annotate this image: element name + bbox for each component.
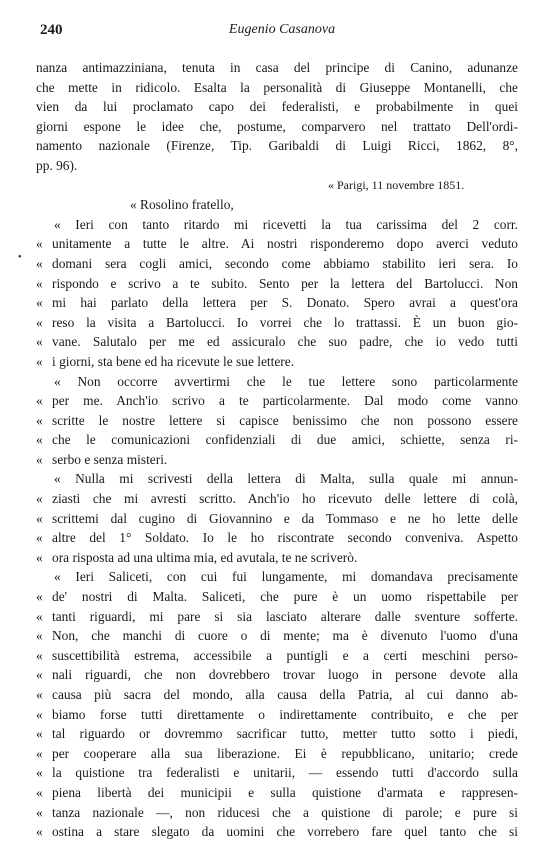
quote-mark: « bbox=[36, 412, 43, 428]
text-line: « che le comunicazioni confidenziali di due amici, schiette, senza ri- bbox=[36, 430, 518, 450]
text-line: « per me. Anch'io scrivo a te particolarmente. Dal modo come vanno bbox=[36, 391, 518, 411]
text-line: vien da lui proclamato capo dei federalisti, e probabilmente in quei bbox=[36, 99, 518, 115]
text-line: che mette in ridicolo. Esalta la personalità di Giuseppe Montanelli, che bbox=[36, 79, 518, 95]
text-line: « domani sera cogli amici, secondo come abbiamo stabilito ieri sera. Io bbox=[36, 254, 518, 274]
quote-mark: « bbox=[36, 687, 43, 702]
page-header bbox=[40, 22, 524, 42]
letter-dateline: « Parigi, 11 novembre 1851. bbox=[328, 177, 465, 192]
text-line: nanza antimazziniana, tenuta in casa del principe di Canino, adunanze bbox=[36, 60, 518, 75]
text-line: « scrittemi dal cugino di Giovannino e da Tommaso e ne ho lette delle bbox=[36, 509, 518, 529]
quote-mark: « bbox=[36, 353, 43, 369]
quote-mark: « bbox=[36, 510, 43, 526]
text-line: « biamo forse tutti direttamente o indirettamente contribuito, e che per bbox=[36, 705, 518, 725]
quote-mark: « bbox=[36, 393, 43, 409]
text-line: « de' nostri di Malta. Saliceti, che pure è un uomo rispettabile per bbox=[36, 587, 518, 607]
quote-mark: « bbox=[36, 745, 43, 761]
margin-dot-mark: • bbox=[18, 252, 22, 263]
quote-mark: « bbox=[36, 765, 43, 781]
text-line: « unitamente a tutte le altre. Ai nostri risponderemo dopo averci veduto bbox=[36, 234, 518, 254]
quote-mark: « bbox=[36, 295, 43, 311]
quote-mark: « bbox=[36, 275, 43, 291]
page-number: 240 bbox=[40, 22, 63, 38]
text-line: « vane. Salutalo per me ed assicuralo che suo padre, che io vedo tutti bbox=[36, 332, 518, 352]
quote-mark: « bbox=[36, 804, 43, 820]
text-line: « ora risposta ad una ultima mia, ed avutala, te ne scriverò. bbox=[36, 548, 518, 568]
quote-mark: « bbox=[36, 608, 43, 624]
text-line: « Non occorre avvertirmi che le tue lettere sono particolarmente bbox=[54, 373, 518, 389]
text-line: pp. 96). bbox=[36, 157, 78, 173]
letter-salutation: « Rosolino fratello, bbox=[130, 197, 234, 213]
text-line: « ziasti che mi avresti scritto. Anch'io ho ricevuto delle lettere di colà, bbox=[36, 489, 518, 509]
text-line: « la quistione tra federalisti e unitarii, — essendo tutti d'accordo sulla bbox=[36, 763, 518, 783]
text-line: « nali riguardi, che non dovrebbero trovar luogo in persone devote alla bbox=[36, 665, 518, 685]
text-line: « suscettibilità estrema, accessibile a puntigli e a certi meschini perso- bbox=[36, 646, 518, 666]
text-line: « tanza nazionale —, non riducesi che a quistione di parole; e pure si bbox=[36, 803, 518, 823]
quote-mark: « bbox=[36, 824, 43, 840]
text-line: « serbo e senza misteri. bbox=[36, 450, 518, 470]
text-line: « per cooperare alla sua liberazione. Ei è repubblicano, unitario; crede bbox=[36, 744, 518, 764]
quote-mark: « bbox=[36, 314, 43, 330]
text-line: « scritte le nostre lettere si capisce benissimo che non possono essere bbox=[36, 411, 518, 431]
quote-mark: « bbox=[36, 530, 43, 546]
text-line: « mi hai parlato della lettera per S. Donato. Spero avrai a quest'ora bbox=[36, 293, 518, 313]
text-line: « altre del 1° Soldato. Io le ho riscontrate secondo conveniva. Aspetto bbox=[36, 528, 518, 548]
quote-mark: « bbox=[36, 432, 43, 448]
text-line: « piena libertà dei municipii e sulla quistione d'armata e rappresen- bbox=[36, 783, 518, 803]
quote-mark: « bbox=[36, 589, 43, 605]
quote-mark: « bbox=[36, 726, 43, 742]
quote-mark: « bbox=[36, 236, 43, 252]
quote-mark: « bbox=[36, 667, 43, 683]
text-line: « Ieri Saliceti, con cui fui lungamente, mi domandava precisamente bbox=[54, 569, 518, 585]
text-line: « Nulla mi scrivesti della lettera di Malta, sulla quale mi annun- bbox=[54, 471, 518, 487]
text-line: « ostina a stare slegato da uomini che vorrebero fare quel tanto che si bbox=[36, 822, 518, 842]
quote-mark: « bbox=[36, 628, 43, 644]
text-line: « tal riguardo or dovremmo sacrificar tutto, metter tutto sotto i piedi, bbox=[36, 724, 518, 744]
body-text bbox=[36, 58, 518, 842]
text-line: « Non, che manchi di cuore o di mente; ma è divenuto l'uomo d'una bbox=[36, 626, 518, 646]
quote-mark: « bbox=[36, 706, 43, 722]
text-line: namento nazionale (Firenze, Tip. Garibaldi di Luigi Ricci, 1862, 8°, bbox=[36, 138, 518, 154]
quote-mark: « bbox=[36, 491, 43, 507]
text-line: « i giorni, sta bene ed ha ricevute le sue lettere. bbox=[36, 352, 518, 372]
running-head: Eugenio Casanova bbox=[228, 22, 336, 37]
text-line: « reso la visita a Bartolucci. Io vorrei che lo trattassi. È un buon gio- bbox=[36, 313, 518, 333]
text-line: giorni espone le idee che, postume, comparvero nel trattato Dell'ordi- bbox=[36, 118, 518, 134]
quote-mark: « bbox=[36, 255, 43, 271]
text-line: « tanti riguardi, mi pare si sia lasciato alterare dalle sventure sofferte. bbox=[36, 607, 518, 627]
quote-mark: « bbox=[36, 451, 43, 467]
text-line: « rispondo e scrivo a te subito. Sento per la lettera del Bartolucci. Non bbox=[36, 274, 518, 294]
text-line: « causa più sacra del mondo, alla causa della Patria, al cui danno ab- bbox=[36, 685, 518, 705]
quote-mark: « bbox=[36, 784, 43, 800]
quote-mark: « bbox=[36, 549, 43, 565]
quote-mark: « bbox=[36, 647, 43, 663]
quote-mark: « bbox=[36, 334, 43, 350]
text-line: « Ieri con tanto ritardo mi ricevetti la tua carissima del 2 corr. bbox=[54, 216, 518, 232]
